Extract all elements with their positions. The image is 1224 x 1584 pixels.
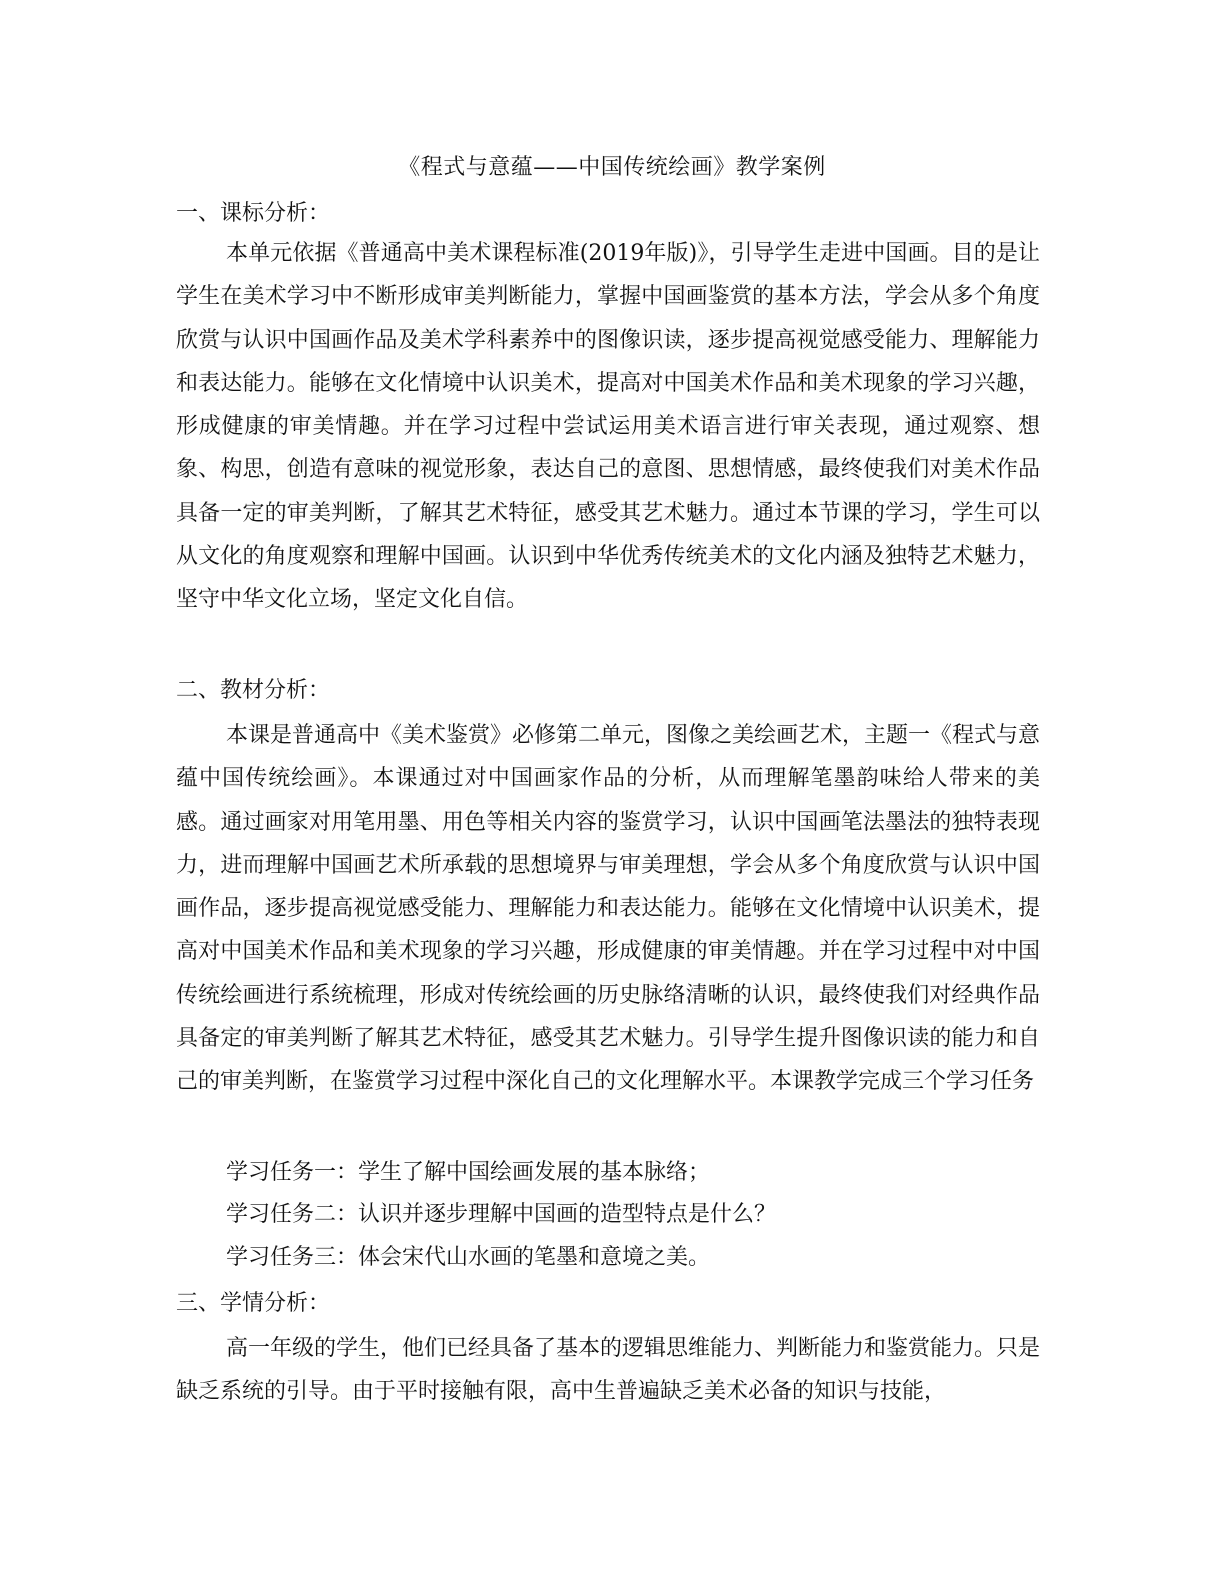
- learning-task-3: 学习任务三：体会宋代山水画的笔墨和意境之美。: [226, 1245, 711, 1270]
- learning-task-2: 学习任务二：认识并逐步理解中国画的造型特点是什么？: [226, 1202, 777, 1227]
- document-title: 《程式与意蕴——中国传统绘画》教学案例: [398, 155, 826, 180]
- section-heading-student: 三、学情分析：: [176, 1291, 331, 1316]
- section-paragraph-student: 高一年级的学生，他们已经具备了基本的逻辑思维能力、判断能力和鉴赏能力。只是缺乏系统的引导。由于平时接触有限，高中生普遍缺乏美术必备的知识与技能，: [176, 1336, 1041, 1405]
- section-heading-curriculum: 一、课标分析：: [176, 201, 331, 226]
- learning-task-1: 学习任务一：学生了解中国绘画发展的基本脉络；: [226, 1160, 711, 1185]
- section-paragraph-curriculum: 本单元依据《普通高中美术课程标准(2019年版)》，引导学生走进中国画。目的是让学生在美术学习中不断形成审美判断能力，掌握中国画鉴赏的基本方法，学会从多个角度欣赏与认识中国画作品及美术学科素养中的图像识读，逐步提高视觉感受能力、理解能力和表达能力。能够在文化情境中认识美术，提高对中国美术作品和美术现象的学习兴趣，形成健康的审美情趣。并在学习过程中尝试运用美术语言进行审关表现，通过观察、想象、构思，创造有意味的视觉形象，表达自己的意图、思想情感，最终使我们对美术作品具备一定的审美判断，了解其艺术特征，感受其艺术魅力。通过本节课的学习，学生可以从文化的角度观察和理解中国画。认识到中华优秀传统美术的文化内涵及独特艺术魅力，坚守中华文化立场，坚定文化自信。: [176, 241, 1040, 613]
- section-heading-textbook: 二、教材分析：: [176, 678, 331, 703]
- section-paragraph-textbook: 本课是普通高中《美术鉴赏》必修第二单元，图像之美绘画艺术，主题一《程式与意蕴中国传统绘画》。本课通过对中国画家作品的分析，从而理解笔墨韵味给人带来的美感。通过画家对用笔用墨、用色等相关内容的鉴赏学习，认识中国画笔法墨法的独特表现力，进而理解中国画艺术所承载的思想境界与审美理想，学会从多个角度欣赏与认识中国画作品，逐步提高视觉感受能力、理解能力和表达能力。能够在文化情境中认识美术，提高对中国美术作品和美术现象的学习兴趣，形成健康的审美情趣。并在学习过程中对中国传统绘画进行系统梳理，形成对传统绘画的历史脉络清晰的认识，最终使我们对经典作品具备定的审美判断了解其艺术特征，感受其艺术魅力。引导学生提升图像识读的能力和自己的审美判断，在鉴赏学习过程中深化自己的文化理解水平。本课教学完成三个学习任务: [176, 723, 1041, 1095]
